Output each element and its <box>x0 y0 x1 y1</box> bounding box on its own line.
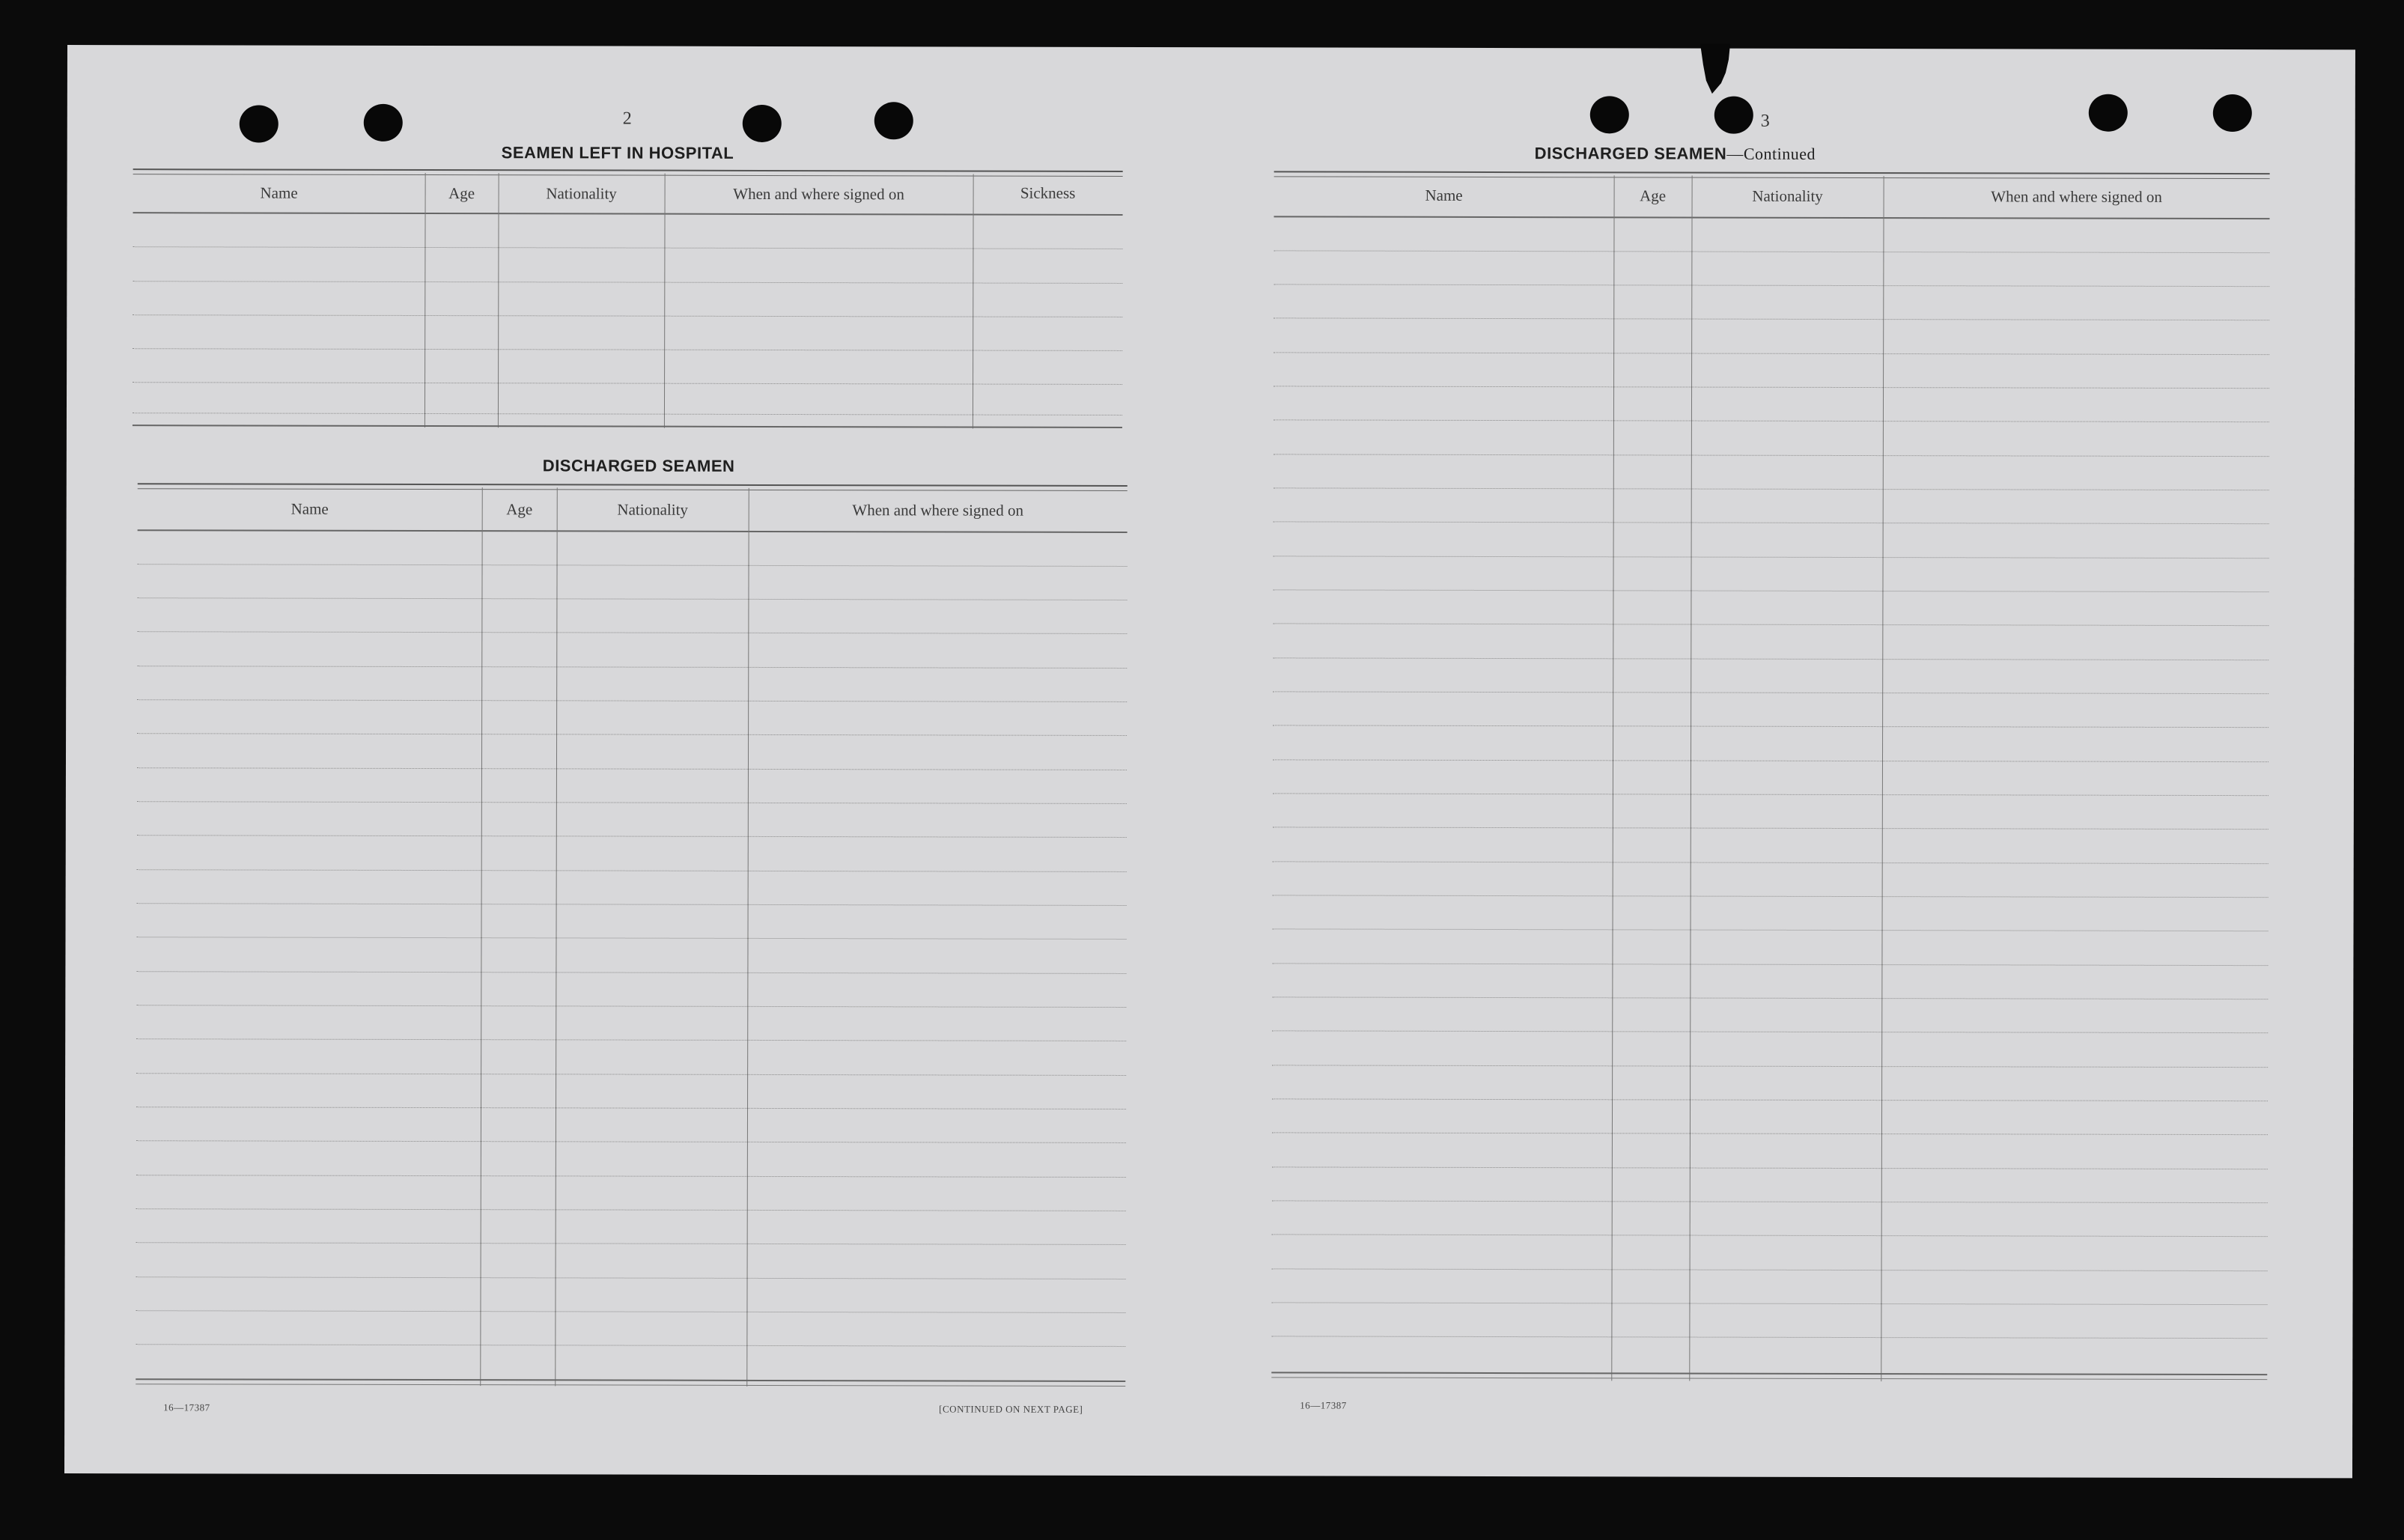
entry-row-line <box>1272 1200 2268 1203</box>
entry-row-line <box>1273 895 2268 898</box>
entry-row-line <box>1273 317 2269 320</box>
entry-row-line <box>1273 725 2268 728</box>
punch-hole <box>240 105 279 142</box>
entry-row-line <box>133 314 1122 317</box>
form-number-right: 16—17387 <box>1300 1399 1347 1411</box>
entry-row-line <box>1273 284 2269 287</box>
entry-row-line <box>1273 521 2269 524</box>
table-bottom-rule <box>136 1378 1125 1387</box>
table-bottom-rule <box>133 424 1122 428</box>
entry-row-line <box>137 631 1127 634</box>
entry-row-line <box>137 869 1127 872</box>
entry-row-line <box>1272 1234 2268 1237</box>
entry-row-line <box>1271 1302 2267 1305</box>
column-header-signed-on: When and where signed on <box>733 184 904 204</box>
entry-row-line <box>1273 454 2269 457</box>
hospital-section-title: SEAMEN LEFT IN HOSPITAL <box>501 143 734 162</box>
table-bottom-rule <box>1271 1372 2267 1380</box>
header-rule <box>133 212 1123 216</box>
entry-row-line <box>136 1310 1125 1313</box>
entry-row-line <box>137 597 1127 600</box>
page-number-left: 2 <box>622 109 632 129</box>
entry-row-line <box>136 1107 1126 1110</box>
punch-hole <box>1590 96 1629 133</box>
header-rule <box>1274 216 2270 219</box>
entry-row-line <box>1273 589 2268 592</box>
punch-hole <box>874 102 913 139</box>
table-top-rule <box>138 483 1128 491</box>
entry-row-line <box>1273 827 2268 830</box>
column-header-name: Name <box>260 183 298 202</box>
entry-row-line <box>133 413 1122 416</box>
entry-row-line <box>137 801 1127 804</box>
column-divider <box>664 174 666 428</box>
column-divider <box>1881 176 1884 1381</box>
entry-row-line <box>136 1344 1125 1347</box>
ledger-sheet <box>64 45 2355 1478</box>
entry-row-line <box>1273 759 2268 762</box>
entry-row-line <box>1272 1166 2268 1169</box>
page-number-right: 3 <box>1760 111 1770 131</box>
entry-row-line <box>137 699 1127 702</box>
column-header-age: Age <box>1640 186 1667 205</box>
continued-note: [CONTINUED ON NEXT PAGE] <box>939 1403 1083 1415</box>
table-top-rule <box>133 168 1123 177</box>
punch-hole <box>743 105 782 142</box>
entry-row-line <box>1272 996 2268 999</box>
title-suffix: —Continued <box>1726 144 1816 163</box>
entry-row-line <box>1273 250 2269 253</box>
column-divider <box>480 487 483 1386</box>
header-rule <box>138 529 1128 533</box>
hospital-table <box>133 168 1123 479</box>
column-header-name: Name <box>1425 186 1463 204</box>
column-header-age: Age <box>506 500 533 519</box>
title-main: DISCHARGED SEAMEN <box>1534 144 1727 163</box>
entry-row-line <box>133 246 1122 249</box>
column-header-nationality: Nationality <box>1752 186 1823 205</box>
column-header-signed-on: When and where signed on <box>1991 187 2162 206</box>
column-header-signed-on: When and where signed on <box>852 501 1024 520</box>
entry-row-line <box>1273 556 2269 559</box>
entry-row-line <box>136 1175 1126 1178</box>
entry-row-line <box>1273 623 2268 626</box>
entry-row-line <box>137 903 1127 906</box>
entry-row-line <box>133 281 1122 284</box>
column-divider <box>424 173 426 427</box>
column-header-sickness: Sickness <box>1020 183 1076 202</box>
column-divider <box>498 173 499 427</box>
column-header-nationality: Nationality <box>617 500 688 519</box>
punch-hole <box>364 104 403 141</box>
entry-row-line <box>1273 352 2269 355</box>
entry-row-line <box>136 1242 1126 1245</box>
punch-hole <box>2089 94 2128 132</box>
entry-row-line <box>136 1208 1126 1211</box>
entry-row-line <box>133 382 1122 385</box>
punch-hole <box>1714 97 1753 134</box>
form-number-left: 16—17387 <box>163 1401 210 1413</box>
discharged-table-left <box>136 483 1128 1451</box>
entry-row-line <box>1273 487 2269 490</box>
entry-row-line <box>137 937 1127 940</box>
entry-row-line <box>1272 1268 2268 1271</box>
entry-row-line <box>136 1140 1126 1143</box>
column-header-age: Age <box>448 184 475 203</box>
column-divider <box>1611 175 1614 1381</box>
entry-row-line <box>1271 1336 2267 1339</box>
entry-row-line <box>1272 1030 2268 1033</box>
entry-row-line <box>1273 861 2268 864</box>
column-header-name: Name <box>290 499 329 518</box>
entry-row-line <box>136 1073 1126 1076</box>
entry-row-line <box>136 1005 1126 1008</box>
discharged-section-title: DISCHARGED SEAMEN <box>542 456 735 475</box>
column-divider <box>555 487 558 1386</box>
column-divider <box>1689 176 1692 1381</box>
entry-row-line <box>1273 386 2269 389</box>
entry-row-line <box>133 348 1122 351</box>
column-header-nationality: Nationality <box>546 184 617 203</box>
entry-row-line <box>1272 1098 2268 1101</box>
punch-hole <box>2213 94 2252 132</box>
entry-row-line <box>1273 793 2268 796</box>
entry-row-line <box>1272 1065 2268 1068</box>
entry-row-line <box>136 1276 1126 1279</box>
entry-row-line <box>136 971 1126 974</box>
entry-row-line <box>137 767 1127 770</box>
entry-row-line <box>137 666 1127 669</box>
torn-edge <box>1700 44 1730 97</box>
column-divider <box>973 174 974 429</box>
entry-row-line <box>1273 928 2268 931</box>
discharged-continued-title <box>1535 144 1816 164</box>
entry-row-line <box>1273 691 2268 694</box>
entry-row-line <box>1273 419 2269 422</box>
discharged-table-right <box>1271 171 2270 1446</box>
entry-row-line <box>137 733 1127 736</box>
table-top-rule <box>1274 171 2270 179</box>
entry-row-line <box>137 835 1127 838</box>
entry-row-line <box>1272 963 2268 966</box>
entry-row-line <box>138 564 1128 567</box>
entry-row-line <box>1272 1132 2268 1135</box>
entry-row-line <box>1273 657 2268 660</box>
entry-row-line <box>136 1038 1126 1041</box>
